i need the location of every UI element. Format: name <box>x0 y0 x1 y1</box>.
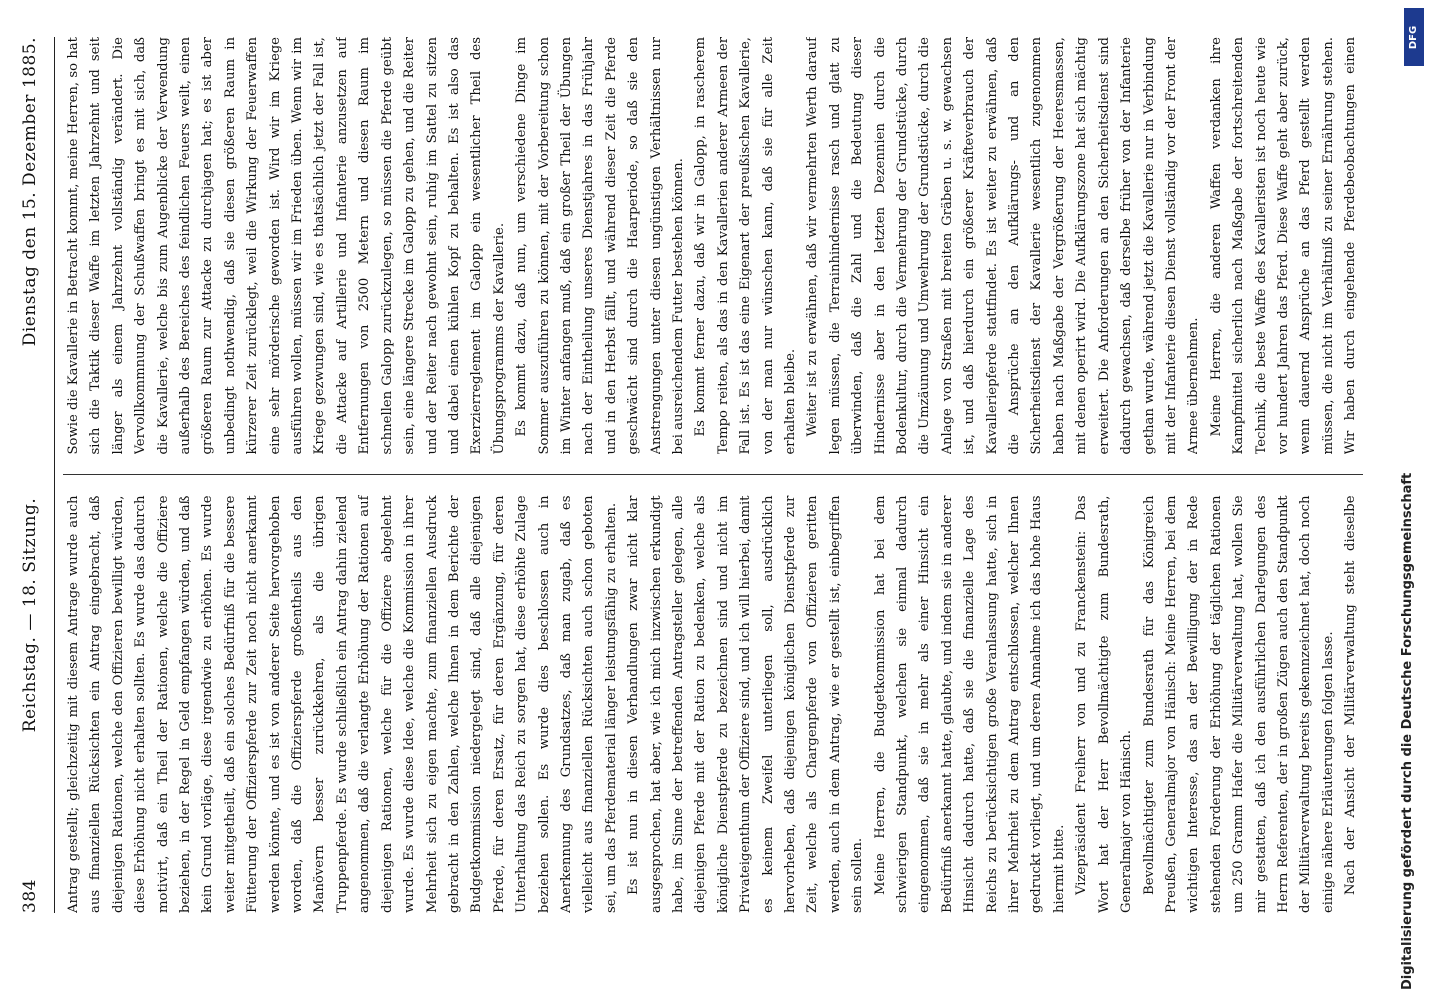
header-date: Dienstag den 15. Dezember 1885. <box>20 37 40 347</box>
header-session: — 18. Sitzung. <box>20 497 40 631</box>
header-title <box>20 377 40 853</box>
paragraph: Es kommt ferner dazu, daß wir in Galopp, in rascherem Tempo reiten, als das in den Kavallerien anderer Armeen der Fall ist. Es ist das eine Eigenart der preußischen Kavallerie, von der man nur wünschen kann, daß sie für alle Zeit erhalten bleibe. <box>693 37 798 455</box>
paragraph: Sowie die Kavallerie in Betracht kommt, meine Herren, so hat sich die Taktik dieser Waffe im letzten Jahrzehnt und seit länger als einem Jahrzehnt vollständig verändert. Die Vervollkommnung der Schußwaffen bringt es mit sich, daß die Kavallerie, welche bis zum Augenblicke der Verwendung außerhalb des Bereiches des feindlichen Feuers weilt, einen größeren Raum zur Attacke zu durchjagen hat; es ist aber unbedingt nothwendig, daß sie diesen größeren Raum in kürzerer Zeit zurücklegt, weil die Wirkung der Feuerwaffen eine sehr mörderische geworden ist. Wird wir im Kriege ausführen wollen, müssen wir im Frieden üben. Wenn wir im Kriege gezwungen sind, wie es thatsächlich jetzt der Fall ist, die Attacke auf Artillerie und Infanterie anzusetzen auf Entfernungen von 2500 Metern und diesen Raum im schnellen Galopp zurückzulegen, so müssen die Pferde geübt sein, eine längere Strecke im Galopp zu gehen, und die Reiter und der Reiter nach gewohnt sein, ruhig im Sattel zu sitzen und dabei einen kühlen Kopf zu behalten. Es ist also das Exerzierreglement im Galopp ein wesentlicher Theil des Übungsprogramms der Kavallerie. <box>66 37 507 455</box>
header-left-title: Reichstag. <box>20 636 40 733</box>
paragraph: Bevollmächtigter zum Bundesrath für das Königreich Preußen, Generalmajor von Hänisch: Meine Herren, bei dem wichtigen Interesse, das an der Bewilligung der in Rede stehenden Forderung der Erhöhung der täglichen Rationen um 250 Gramm Hafer die Militärverwaltung hat, wollen Sie mir gestatten, daß ich den ausführlichen Darlegungen des Herrn Referenten, der in großen Zügen auch den Standpunkt der Militärverwaltung bereits gekennzeichnet hat, doch noch einige nähere Erläuterungen folgen lasse. <box>1141 495 1336 913</box>
dfg-logo: DFG <box>1404 8 1424 66</box>
paragraph: Nach der Ansicht der Militärverwaltung steht dieselbe <box>1343 495 1359 895</box>
header-rule <box>54 37 55 913</box>
paragraph: Meine Herren, die anderen Waffen verdanken ihre Kampfmittel sicherlich nach Maßgabe der fortschreitenden Technik, die beste Waffe des Kavalleristen ist noch heute wie vor hundert Jahren das Pferd. Diese Waffe geht aber zurück, wenn dauernd Ansprüche an das Pferd gestellt werden müssen, die nicht im Verhältniß zu seiner Ernährung stehen. Wir haben durch eingehende Pferdebeobachtungen einen <box>1208 37 1359 455</box>
paragraph: Meine Herren, die Budgetkommission hat bei dem schwierigen Standpunkt, welchen sie einmal dadurch eingenommen, daß sie in mehr als einer Hinsicht ein Bedürfniß anerkannt hatte, glaubte, und indem sie in anderer Hinsicht dadurch hatte, daß sie die finanzielle Lage des Reichs zu berücksichtigen große Veranlassung hatte, sich in ihrer Mehrheit zu dem Antrag entschlossen, welcher Ihnen gedruckt vorliegt, und um deren Annahme ich das hohe Haus hiermit bitte. <box>872 495 1067 913</box>
text-columns <box>63 37 1363 913</box>
paragraph: Antrag gestellt; gleichzeitig mit diesem Antrage wurde auch aus finanziellen Rücksichten ein Antrag eingebracht, daß diejenigen Rationen, welche den Offizieren bewilligt würden, diese Erhöhung nicht erhalten sollten. Es wurde das dadurch motivirt, daß ein Theil der Rationen, welche die Offiziere beziehen, in der Regel in Geld empfangen würden, und daß kein Grund vorläge, diese irgendwie zu erhöhen. Es wurde weiter mitgetheilt, daß ein solches Bedürfniß für die bessere Fütterung der Offizierspferde zur Zeit noch nicht anerkannt werden könnte, und es ist von anderer Seite hervorgehoben worden, daß die Offizierspferde großentheils aus den Manövern besser zurückkehren, als die übrigen Truppenpferde. Es wurde schließlich ein Antrag dahin zielend angenommen, daß die verlangte Erhöhung der Rationen auf diejenigen Rationen, welche für die Offiziere abgelehnt wurde. Es wurde diese Idee, welche die Kommission in ihrer Mehrheit sich zu eigen machte, zum finanziellen Ausdruck gebracht in den Zahlen, welche Ihnen in dem Berichte der Budgetkommission niedergelegt sind, daß alle diejenigen Pferde, für deren Ersatz, für deren Ergänzung, für deren Unterhaltung das Reich zu sorgen hat, diese erhöhte Zulage beziehen sollen. Es wurde dies beschlossen auch in Anerkennung des Grundsatzes, daß man zugab, daß es vielleicht aus finanziellen Rücksichten auch schon geboten sei, um das Pferdematerial länger leistungsfähig zu erhalten. <box>66 495 619 913</box>
paragraph: Weiter ist zu erwähnen, daß wir vermehrten Werth darauf legen müssen, die Terrainhindernisse rasch und glatt zu überwinden, daß die Zahl und die Bedeutung dieser Hindernisse aber in den letzten Dezennien durch die Bodenkultur, durch die Vermehrung der Grundstücke, durch die Umzäunung und Umwehrung der Grundstücke, durch die Anlage von Straßen mit breiten Gräben u. s. w. gewachsen ist, und daß hierdurch ein größerer Kräfteverbrauch der Kavalleriepferde stattfindet. Es ist weiter zu erwähnen, daß die Ansprüche an den Aufklärungs- und an den Sicherheitsdienst der Kavallerie wesentlich zugenommen haben nach Maßgabe der Vergrößerung der Heeresmassen, mit denen operirt wird. Die Aufklärungszone hat sich mächtig erweitert. Die Anforderungen an den Sicherheitsdienst sind dadurch gewachsen, daß derselbe früher von der Infanterie gethan wurde, während jetzt die Kavallerie nur in Verbindung mit der Infanterie diesen Dienst vollständig vor der Front der Armee übernehmen. <box>805 37 1202 455</box>
paragraph: Es kommt dazu, daß nun, um verschiedene Dinge im Sommer auszuführen zu können, mit der Vorbereitung schon im Winter anfangen muß, daß ein großer Theil der Übungen nach der Eintheilung unseres Dienstjahres in das Frühjahr und in den Herbst fällt, und während dieser Zeit die Pferde geschwächt sind durch die Haarperiode, so daß sie den Anstrengungen unter diesen ungünstigen Verhältnissen nur bei ausreichendem Futter bestehen können. <box>514 37 686 455</box>
paragraph: Es ist nun in diesen Verhandlungen zwar nicht klar ausgesprochen, hat aber, wie ich mich inzwischen erkundigt habe, im Sinne der betreffenden Antragsteller gelegen, alle diejenigen Pferde mit der Ration zu bedenken, welche als königliche Dienstpferde zu bezeichnen sind und nicht im Privateigenthum der Offiziere sind, und ich will hierbei, damit es keinem Zweifel unterliegen soll, ausdrücklich hervorheben, daß diejenigen königlichen Dienstpferde zur Zeit, welche als Chargenpferde von Offizieren geritten werden, auch in dem Antrag, wie er gestellt ist, einbegriffen sein sollen. <box>626 495 866 913</box>
stamp-text: Digitalisierung gefördert durch die Deutsche Forschungsgemeinschaft <box>1400 472 1415 990</box>
rotated-page <box>0 15 1400 935</box>
page-number: 384 <box>20 879 40 913</box>
paragraph: Vizepräsident Freiherr von und zu Franckenstein: Das Wort hat der Herr Bevollmächtigte zum Bundesrath, Generalmajor von Hänisch. <box>1074 495 1135 913</box>
column-right <box>63 37 1363 455</box>
page-header <box>20 37 48 913</box>
column-divider <box>63 475 1363 476</box>
digitization-stamp <box>1396 0 1432 1000</box>
column-left <box>63 496 1363 914</box>
